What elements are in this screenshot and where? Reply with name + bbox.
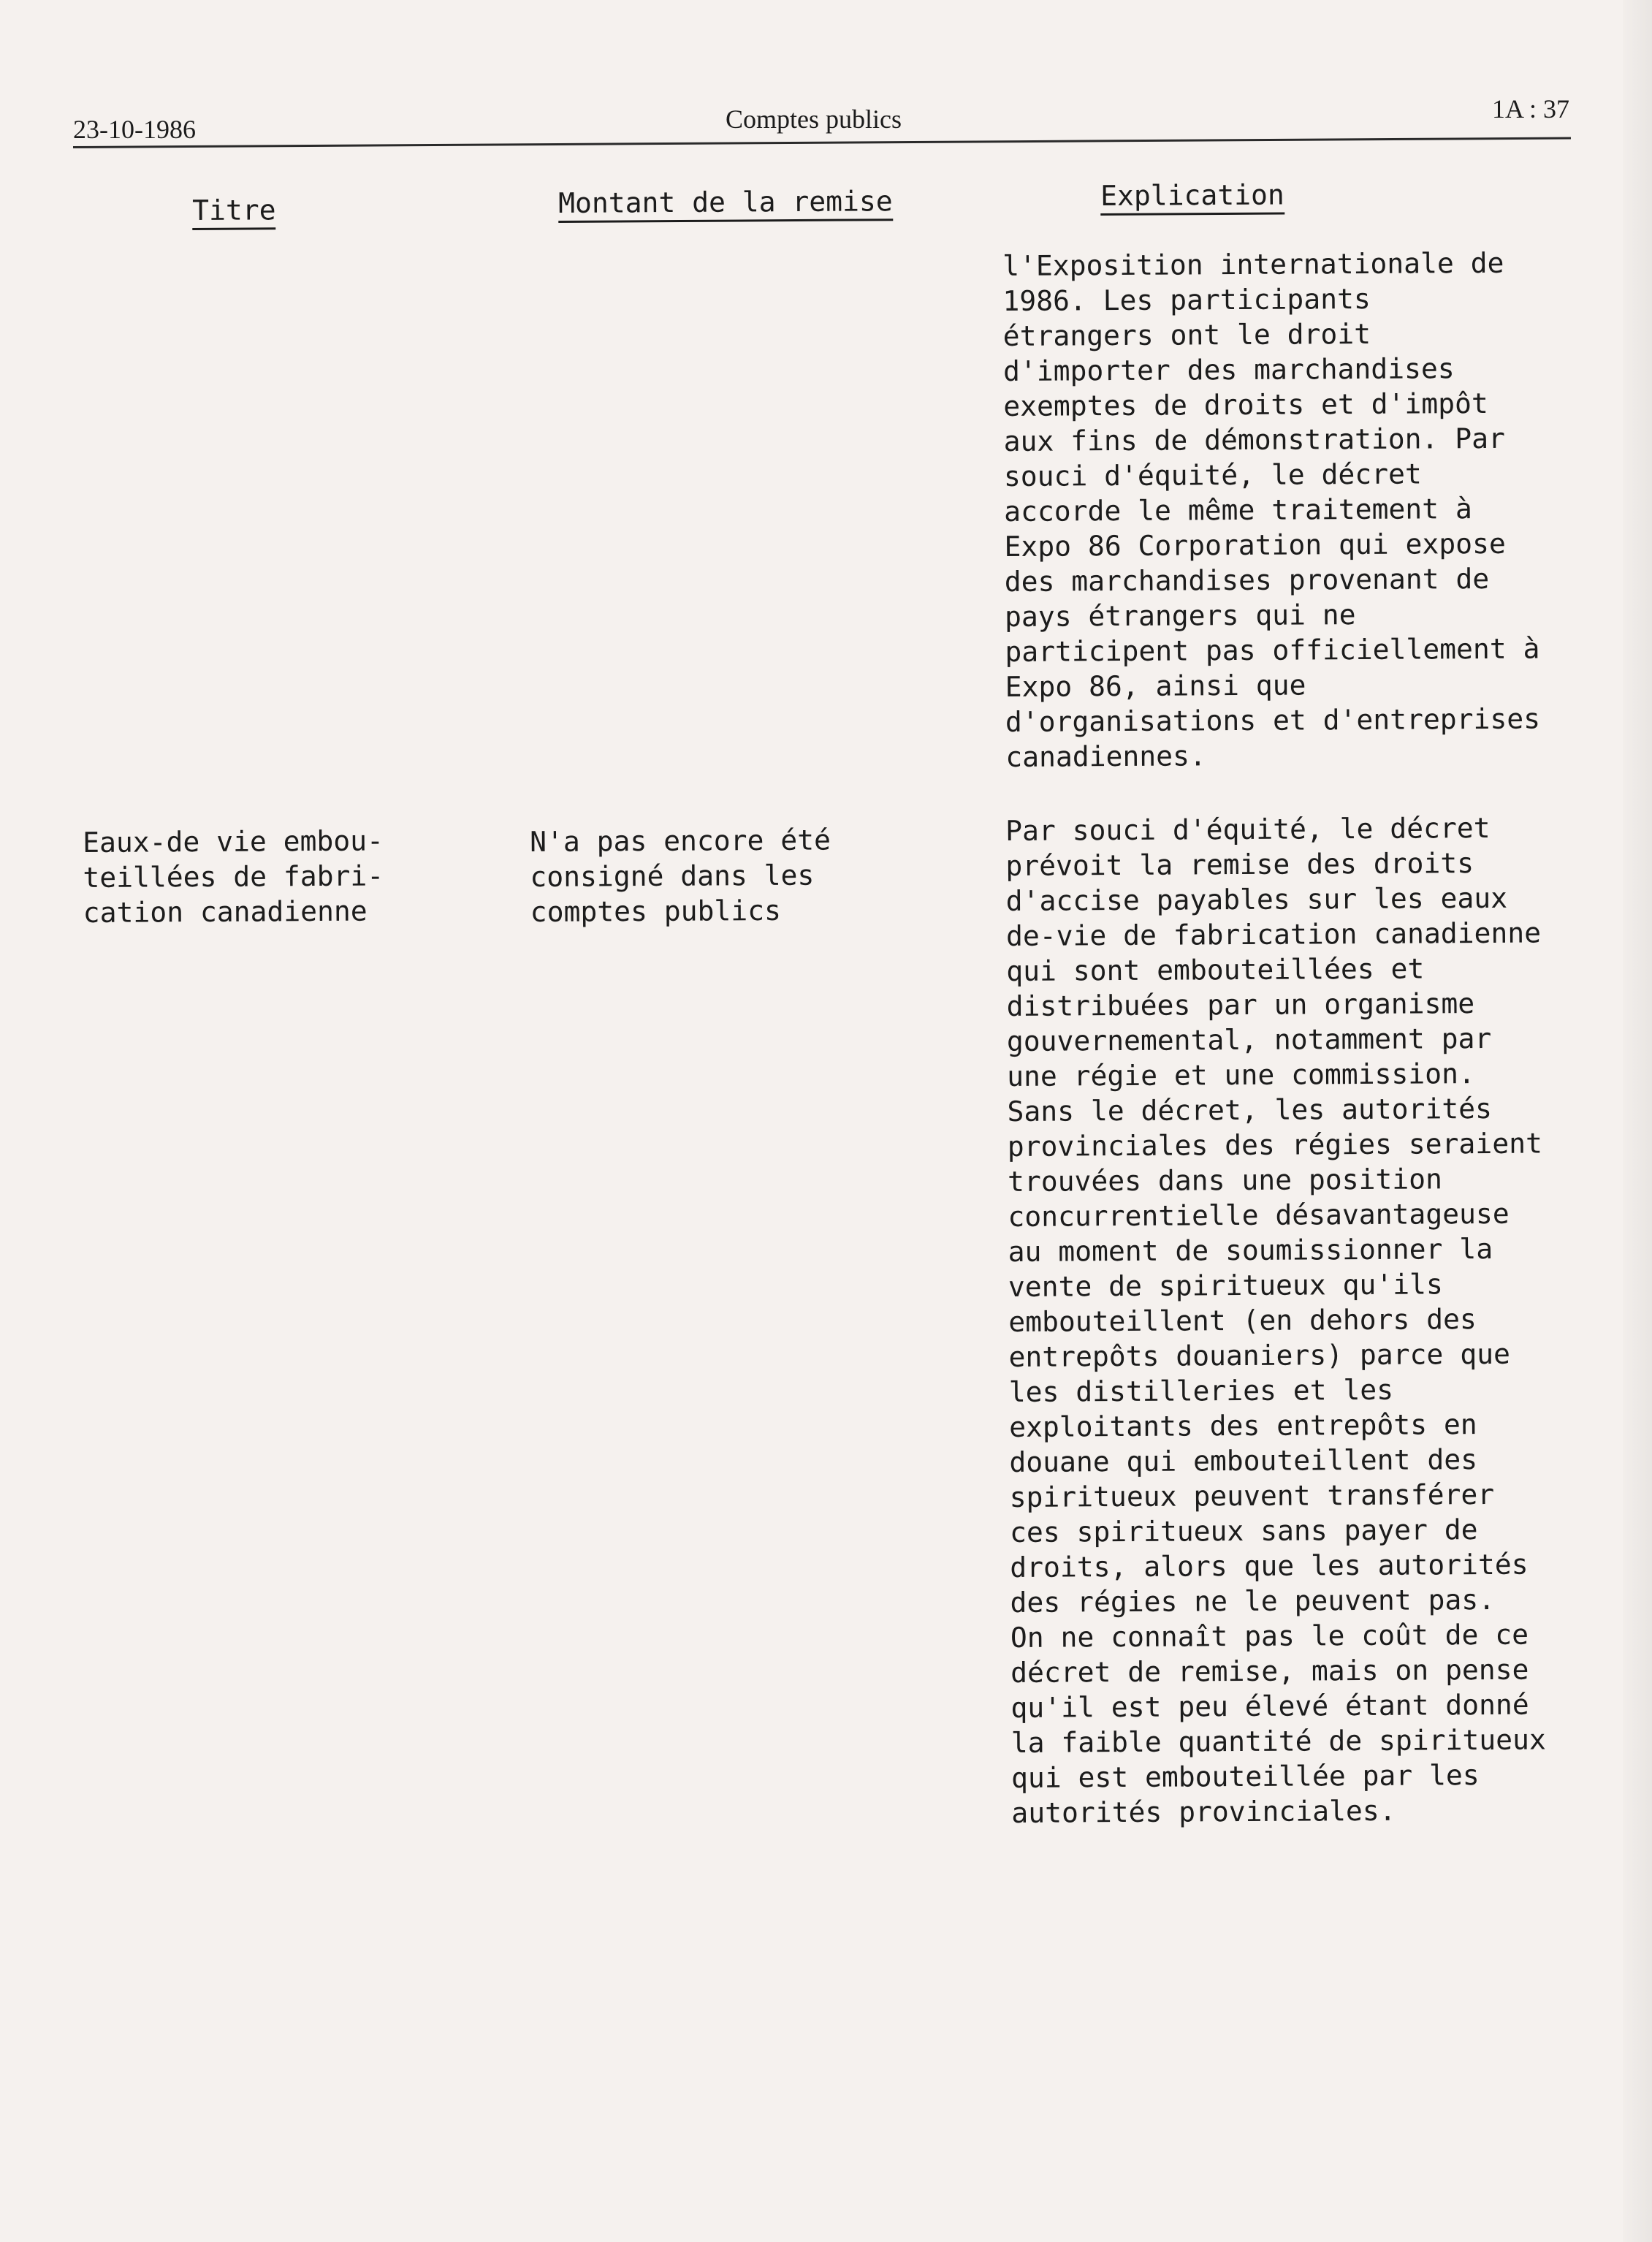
explication-line: ces spiritueux sans payer de: [1009, 1513, 1478, 1548]
explication-line: des marchandises provenant de: [1004, 562, 1490, 598]
explication-line: provinciales des régies seraient: [1007, 1127, 1542, 1163]
explication-line: de-vie de fabrication canadienne: [1005, 916, 1542, 952]
explication-line: douane qui embouteillent des: [1009, 1443, 1478, 1478]
explication-line: vente de spiritueux qu'ils: [1008, 1268, 1443, 1303]
column-heading-montant-label: Montant de la remise: [558, 185, 893, 223]
explication-line: canadiennes.: [1005, 740, 1206, 773]
explication-line: spiritueux peuvent transférer: [1009, 1478, 1495, 1513]
explication-line: décret de remise, mais on pense: [1010, 1653, 1529, 1689]
explication-line: d'importer des marchandises: [1002, 352, 1455, 387]
page-edge-shadow: [1623, 0, 1652, 2242]
explication-line: accorde le même traitement à: [1004, 493, 1472, 528]
explication-line: pays étrangers qui ne: [1004, 598, 1356, 633]
explication-line: 1986. Les participants: [1002, 282, 1371, 317]
explication-line: participent pas officiellement à: [1005, 632, 1540, 668]
explication-line: On ne connaît pas le coût de ce: [1010, 1618, 1529, 1654]
column-heading-titre-label: Titre: [192, 194, 276, 230]
explication-line: une régie et une commission.: [1007, 1057, 1475, 1092]
explication-line: gouvernemental, notamment par: [1006, 1022, 1492, 1057]
explication-line: d'organisations et d'entreprises: [1005, 702, 1541, 738]
explication-line: Expo 86 Corporation qui expose: [1004, 527, 1506, 563]
header-page-reference: 1A : 37: [1491, 94, 1569, 123]
explication-line: souci d'équité, le décret: [1003, 457, 1422, 493]
montant-line: comptes publics: [530, 894, 782, 928]
explication-line: l'Exposition internationale de: [1002, 246, 1504, 282]
titre-line: Eaux-de vie embou-: [83, 824, 384, 859]
explication-line: concurrentielle désavantageuse: [1008, 1197, 1510, 1233]
explication-line: qui sont embouteillées et: [1006, 952, 1425, 987]
explication-line: droits, alors que les autorités: [1010, 1548, 1529, 1584]
entry-2-explication: [1005, 810, 1547, 1831]
explication-line: autorités provinciales.: [1011, 1794, 1396, 1829]
explication-line: exemptes de droits et d'impôt: [1003, 387, 1488, 422]
explication-line: des régies ne le peuvent pas.: [1010, 1583, 1496, 1619]
column-heading-montant: [558, 185, 893, 219]
explication-line: au moment de soumissionner la: [1008, 1232, 1493, 1268]
column-heading-explication: [1100, 178, 1284, 212]
explication-line: d'accise payables sur les eaux: [1005, 881, 1508, 917]
entry-1-explication: [1002, 246, 1540, 775]
explication-line: aux fins de démonstration. Par: [1003, 422, 1506, 457]
explication-line: trouvées dans une position: [1007, 1163, 1443, 1198]
explication-line: distribuées par un organisme: [1006, 987, 1475, 1022]
explication-line: étrangers ont le droit: [1002, 317, 1371, 352]
explication-line: entrepôts douaniers) parce que: [1008, 1337, 1511, 1373]
column-heading-explication-label: Explication: [1100, 178, 1284, 216]
explication-line: Expo 86, ainsi que: [1005, 669, 1306, 703]
header-title: Comptes publics: [726, 104, 902, 134]
explication-line: qu'il est peu élevé étant donné: [1010, 1688, 1529, 1724]
explication-line: exploitants des entrepôts en: [1008, 1408, 1477, 1443]
header-rule: [73, 137, 1571, 148]
explication-line: Par souci d'équité, le décret: [1005, 811, 1491, 847]
montant-line: consigné dans les: [530, 859, 815, 893]
explication-line: la faible quantité de spiritueux: [1010, 1723, 1546, 1759]
entry-2-montant: [530, 822, 831, 930]
titre-line: teillées de fabri-: [83, 859, 384, 894]
explication-line: les distilleries et les: [1008, 1373, 1394, 1408]
explication-line: prévoit la remise des droits: [1005, 847, 1474, 882]
header-date: 23-10-1986: [73, 115, 196, 144]
titre-line: cation canadienne: [83, 894, 368, 929]
explication-line: qui est embouteillée par les: [1010, 1759, 1480, 1794]
explication-line: Sans le décret, les autorités: [1007, 1092, 1493, 1128]
column-heading-titre: [192, 194, 276, 227]
entry-2-titre: [83, 823, 384, 930]
explication-line: embouteillent (en dehors des: [1008, 1303, 1477, 1338]
montant-line: N'a pas encore été: [530, 824, 831, 858]
